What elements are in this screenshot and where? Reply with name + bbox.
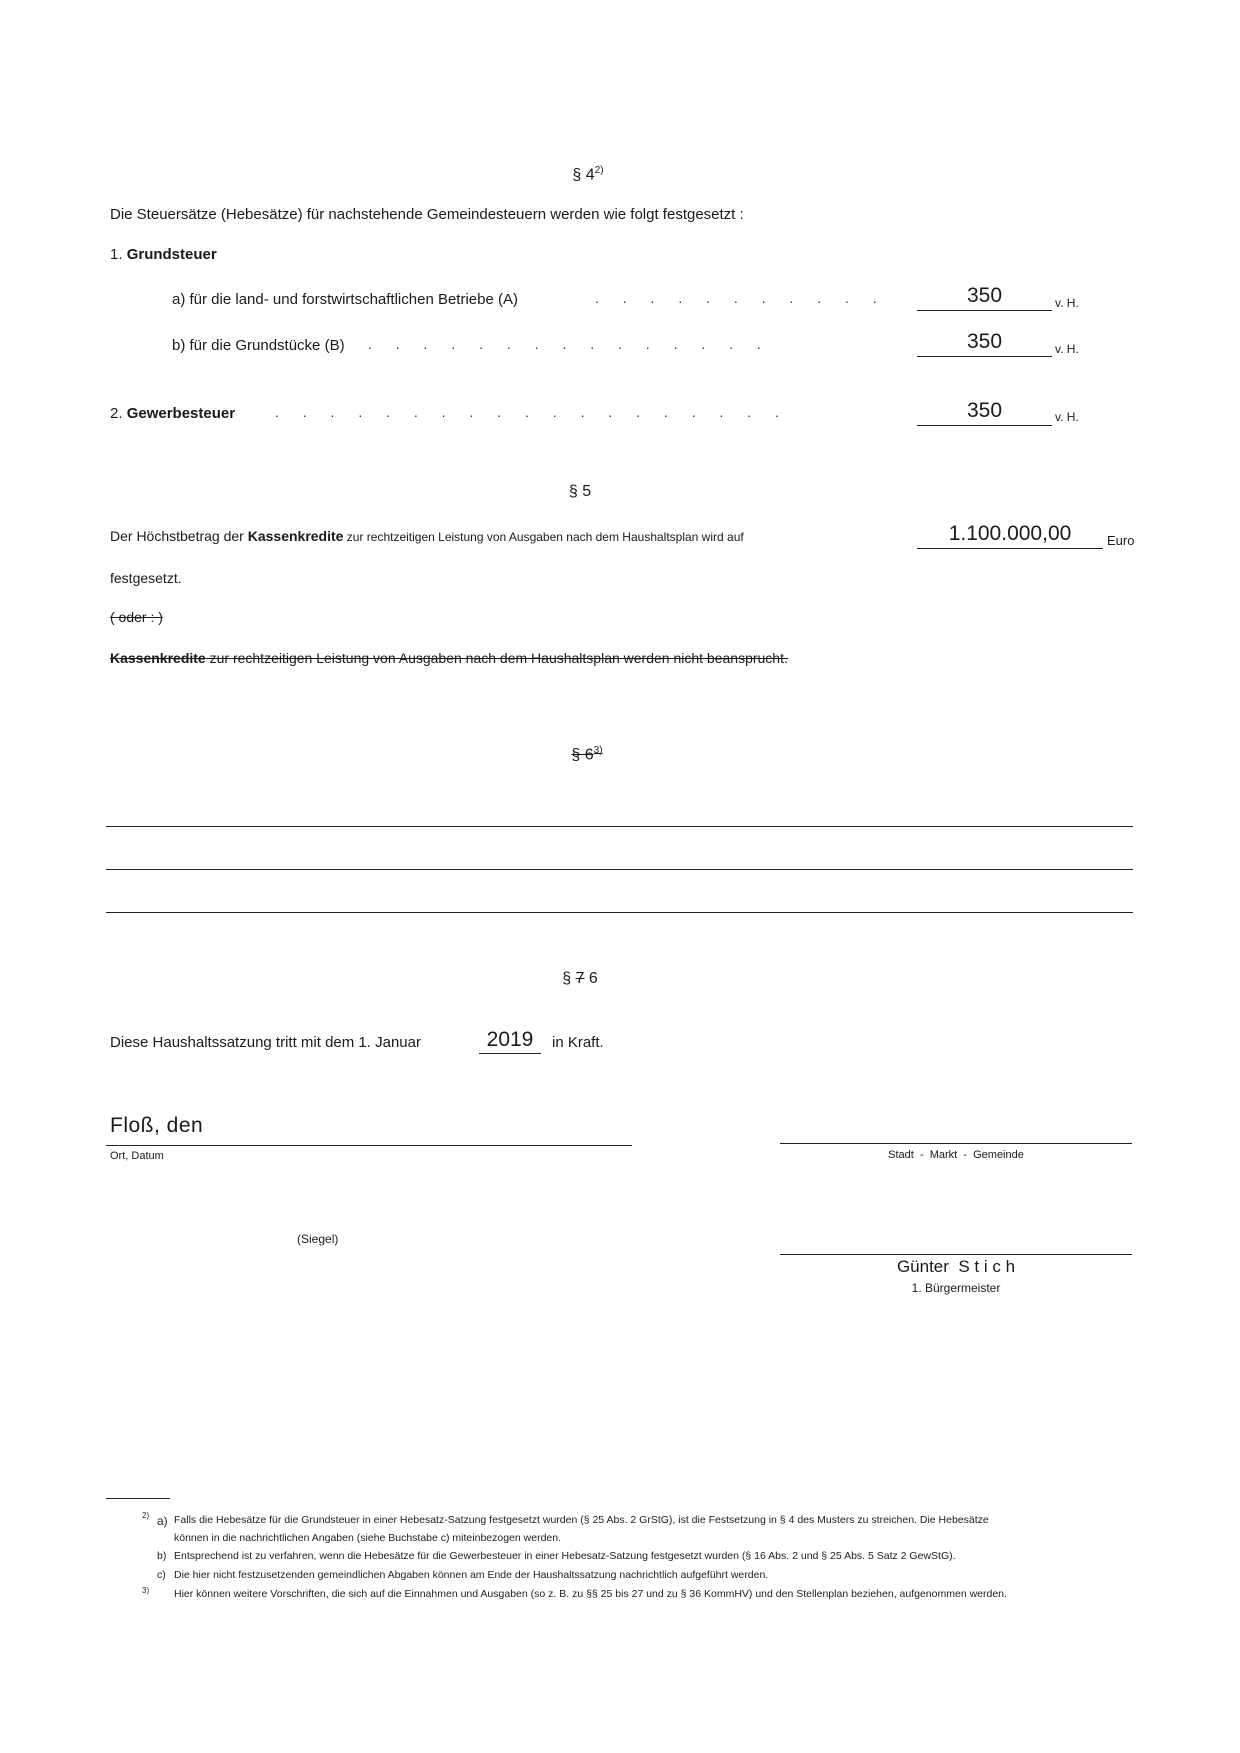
inkraft-suffix: in Kraft. [552, 1034, 604, 1051]
place-date-caption: Ort, Datum [110, 1150, 164, 1162]
gewerbesteuer-dots: . . . . . . . . . . . . . . . . . . . [275, 404, 779, 420]
grundsteuer-b-label: b) für die Grundstücke (B) [172, 337, 345, 354]
gewerbesteuer-value: 350 [917, 398, 1052, 426]
festgesetzt-text: festgesetzt. [110, 570, 182, 586]
footnote-3-text: Hier können weitere Vorschriften, die sich auf die Einnahmen und Ausgaben (so z. B. zu §§ 25 bis 27 und zu § 36 KommHV) und den Stellenplan beziehen, aufgenommen werden. [174, 1588, 1007, 1600]
blank-line-1 [106, 826, 1133, 827]
mayor-title: 1. Bürgermeister [911, 1281, 1001, 1295]
grundsteuer-b-value: 350 [917, 329, 1052, 357]
inkraft-year: 2019 [479, 1027, 541, 1054]
kassenkredite-currency: Euro [1107, 533, 1135, 548]
section-7-heading: § 7 6 [562, 970, 598, 987]
municipality-line [780, 1143, 1132, 1144]
grundsteuer-a-label: a) für die land- und forstwirtschaftlichen Betriebe (A) [172, 291, 518, 308]
footnote-2b-text: Entsprechend ist zu verfahren, wenn die Hebesätze für die Gewerbesteuer in einer Hebesatz-Satzung festgesetzt wurden (§ 16 Abs. 2 und § 25 Abs. 5 Satz 2 GewStG). [174, 1550, 956, 1562]
footnote-2-mark: 2) [142, 1511, 150, 1520]
footnote-2a-line2: können in die nachrichtlichen Angaben (siehe Buchstabe c) miteinbezogen werden. [174, 1532, 562, 1544]
mayor-name: Günter S t i c h [896, 1257, 1016, 1276]
municipality-caption: Stadt - Markt - Gemeinde [888, 1149, 1024, 1161]
footnote-2b-letter: b) [157, 1550, 167, 1562]
grundsteuer-b-unit: v. H. [1055, 342, 1079, 356]
footnote-2a-line1: Falls die Hebesätze für die Grundsteuer in einer Hebesatz-Satzung festgesetzt wurden (§ 25 Abs. 2 GrStG), ist die Festsetzung in § 4 des Musters zu streichen. Die Hebesätze [174, 1514, 989, 1526]
footnote-2c-letter: c) [157, 1569, 166, 1581]
section-4-heading: § 4$^{2)}$ [572, 165, 604, 184]
place-date-value: Floß, den [110, 1114, 204, 1137]
section-6-heading: § 6$^{3)}$ [571, 745, 603, 764]
kassenkredite-text: Der Höchstbetrag der Kassenkredite zur rechtzeitigen Leistung von Ausgaben nach dem Haushaltsplan wird auf [110, 528, 744, 544]
oder-text: ( oder : ) [110, 609, 163, 625]
footnote-2c-text: Die hier nicht festzusetzenden gemeindlichen Abgaben können am Ende der Haushaltssatzung nachrichtlich aufgeführt werden. [174, 1569, 769, 1581]
mayor-line [780, 1254, 1132, 1255]
section-4-intro: Die Steuersätze (Hebesätze) für nachstehende Gemeindesteuern werden wie folgt festgesetzt : [110, 206, 744, 223]
kassenkredite-amount: 1.100.000,00 [917, 521, 1103, 549]
section-5-heading: § 5 [568, 483, 592, 500]
seal-label: (Siegel) [297, 1232, 339, 1246]
grundsteuer-a-value: 350 [917, 283, 1052, 311]
blank-line-3 [106, 912, 1133, 913]
inkraft-text: Diese Haushaltssatzung tritt mit dem 1. Januar [110, 1034, 421, 1051]
footnote-2a-letter: a) [157, 1514, 168, 1528]
grundsteuer-a-dots: . . . . . . . . . . . [595, 290, 877, 306]
gewerbesteuer-unit: v. H. [1055, 410, 1079, 424]
grundsteuer-a-unit: v. H. [1055, 296, 1079, 310]
grundsteuer-heading: 1. Grundsteuer [110, 246, 217, 263]
footnote-3-mark: 3) [142, 1586, 150, 1595]
gewerbesteuer-heading: 2. Gewerbesteuer [110, 405, 236, 422]
grundsteuer-b-dots: . . . . . . . . . . . . . . . [368, 336, 761, 352]
footnote-separator [106, 1498, 170, 1499]
kassenkredite-alt-text: Kassenkredite zur rechtzeitigen Leistung von Ausgaben nach dem Haushaltsplan werden nicht beansprucht. [110, 650, 788, 666]
blank-line-2 [106, 869, 1133, 870]
place-date-line [106, 1145, 632, 1146]
